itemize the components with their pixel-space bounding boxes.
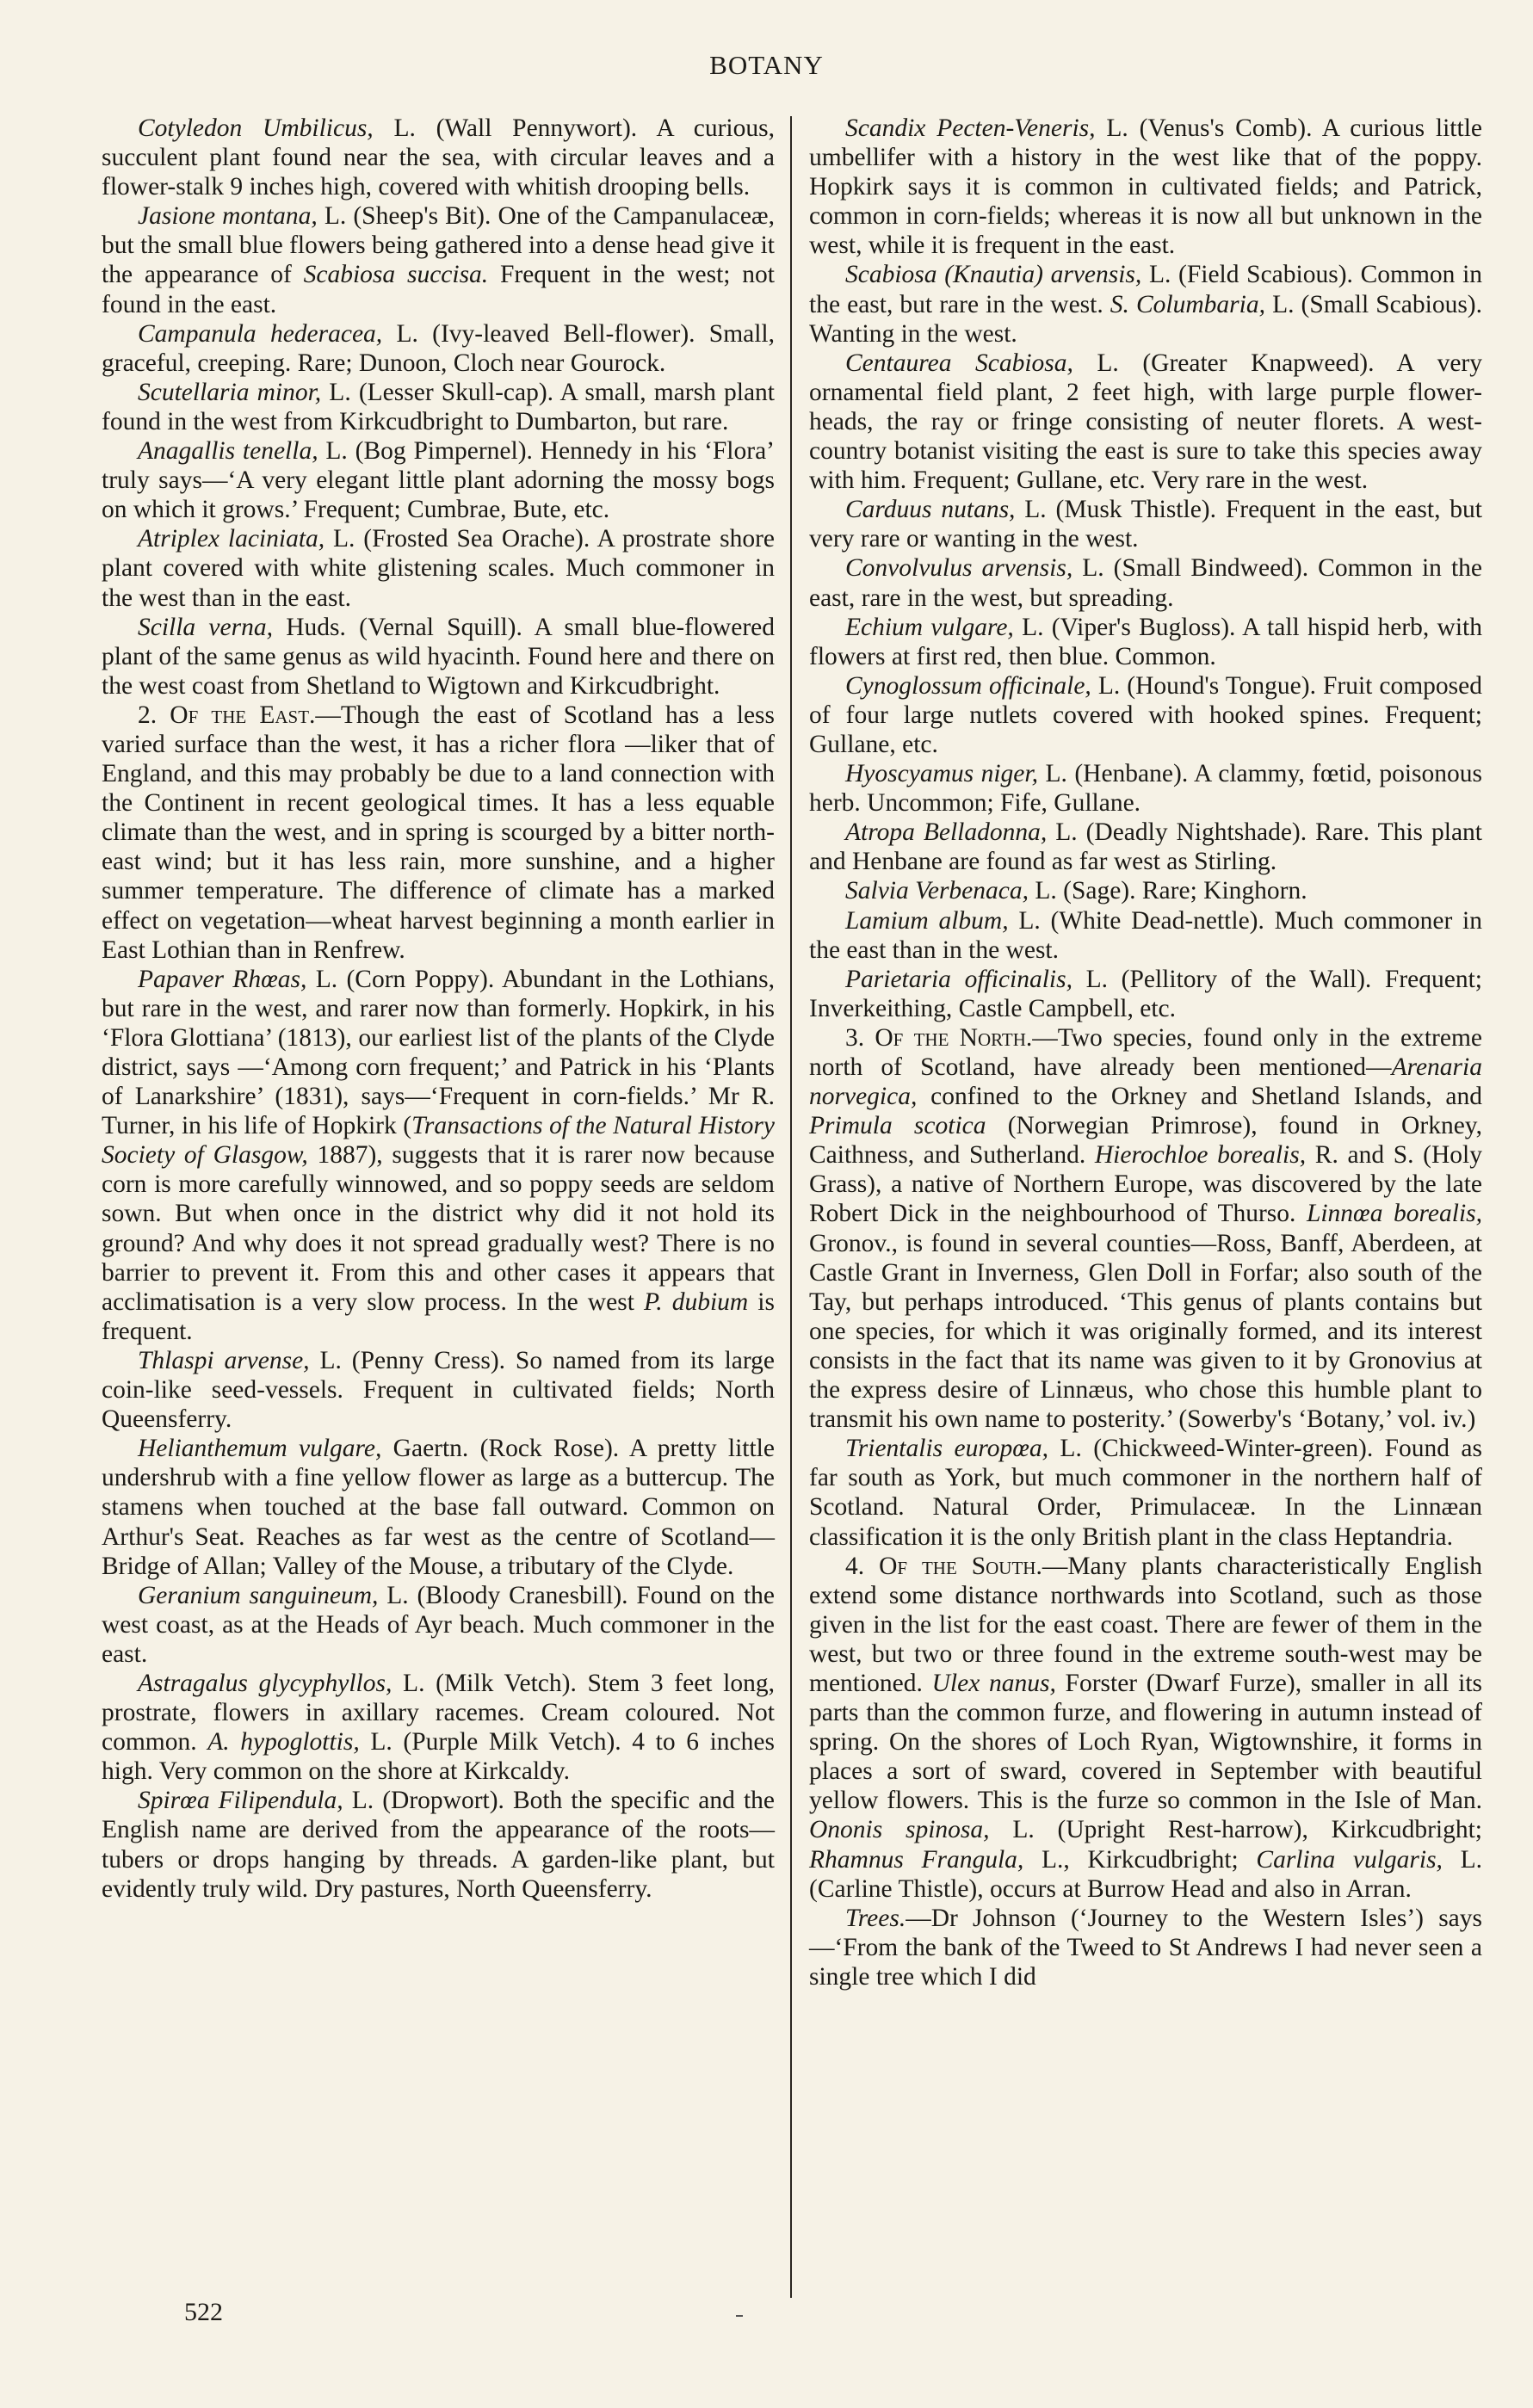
column-divider [790, 116, 792, 2298]
italic-text: Lamium album, [845, 906, 1009, 935]
text-run: —Many plants characteristically English extend some distance northwards into Scotland, such as those given in the list for the east coast. There are fewer of them in the west, but two or three found in the extreme south-west may be mentioned. [809, 1552, 1482, 1697]
paragraph [102, 201, 775, 318]
paragraph [809, 613, 1482, 671]
text-run: 3. [845, 1023, 875, 1052]
section-heading: Of the South. [879, 1552, 1042, 1580]
italic-text: Scandix Pecten-Veneris, [845, 114, 1096, 142]
text-run: Frequent in the west; not found in the east. [102, 261, 775, 318]
text-run: L. (Ivy-leaved Bell-flower). Small, graceful, creeping. Rare; Dunoon, Cloch near Gourock. [102, 319, 776, 377]
text-run: 4. [845, 1552, 880, 1580]
text-run: L. (Wall Pennywort). A curious, succulent plant found near the sea, with circular leaves and a flower-stalk 9 inches high, covered with whitish drooping bells. [102, 114, 775, 201]
text-run: L. (Bog Pimpernel). Hennedy in his ‘Flora’ truly says—‘A very elegant little plant adorning the mossy bogs on which it grows.’ Frequent; Cumbrae, Bute, etc. [102, 437, 775, 524]
text-run: L., Kirkcudbright; [1023, 1845, 1257, 1874]
text-run: L. (Corn Poppy). Abundant in the Lothians, but rare in the west, and rarer now than formerly. Hopkirk, in his ‘Flora Glottiana’ (1813), our earliest list of the plants of the Clyde district, says —‘Among corn frequent;’ and Patrick in his ‘Plants of Lanarkshire’ (1831), says—‘Frequent in corn-fields.’ Mr R. Turner, in his life of Hopkirk ( [102, 965, 775, 1140]
text-run: L. (Frosted Sea Orache). A prostrate shore plant covered with white glistening scales. Much commoner in the west than in the east. [102, 525, 775, 612]
text-run: Forster (Dwarf Furze), smaller in all its parts than the common furze, and flowering in autumn instead of spring. On the shores of Loch Ryan, Wigtownshire, it forms in places a sort of sward, covered in September with beautiful yellow flowers. This is the furze so common in the Isle of Man. [809, 1669, 1483, 1815]
text-run: L. (White Dead-nettle). Much commoner in the east than in the west. [809, 906, 1482, 964]
text-run: L. (Penny Cress). So named from its large coin-like seed-vessels. Frequent in cultivated fields; North Queensferry. [102, 1346, 775, 1434]
italic-text: Hyoscyamus niger, [845, 760, 1038, 788]
text-run: Huds. (Vernal Squill). A small blue-flowered plant of the same genus as wild hyacinth. Found here and there on the west coast from Shetland to Wigtown and Kirkcudbright. [102, 613, 775, 700]
italic-text: Cotyledon Umbilicus, [138, 114, 374, 142]
text-run: L. (Milk Vetch). Stem 3 feet long, prostrate, flowers in axillary racemes. Cream coloured. Not common. [102, 1669, 776, 1757]
italic-text: Carlina vulgaris, [1256, 1845, 1443, 1874]
italic-text: A. hypoglottis, [207, 1728, 360, 1757]
paragraph [102, 378, 775, 436]
italic-text: Scilla verna, [138, 613, 273, 641]
paragraph [809, 1434, 1482, 1551]
paragraph [102, 436, 775, 524]
text-run: L. (Hound's Tongue). Fruit composed of four large nutlets covered with hooked spines. Frequent; Gullane, etc. [809, 671, 1482, 758]
text-run: is frequent. [102, 1287, 775, 1345]
text-run: L. (Purple Milk Vetch). 4 to 6 inches high. Very common on the shore at Kirkcaldy. [102, 1728, 775, 1786]
italic-text: Scabiosa (Knautia) arvensis, [845, 261, 1142, 289]
text-run: L. (Pellitory of the Wall). Frequent; Inverkeithing, Castle Campbell, etc. [809, 965, 1482, 1022]
text-run: Gaertn. (Rock Rose). A pretty little undershrub with a fine yellow flower as large as a buttercup. The stamens when touched at the base fall outward. Common on Arthur's Seat. Reaches as far west as the centre of Scotland—Bridge of Allan; Valley of the Mouse, a tributary of the Clyde. [102, 1435, 775, 1580]
italic-text: Convolvulus arvensis, [845, 554, 1073, 583]
italic-text: Thlaspi arvense, [138, 1346, 310, 1374]
left-column [102, 114, 775, 1904]
text-run: R. and S. (Holy Grass), a native of Northern Europe, was discovered by the late Robert Dick in the neighbourhood of Thurso. [809, 1141, 1482, 1228]
text-run: L. (Venus's Comb). A curious little umbellifer with a history in the west like that of the poppy. Hopkirk says it is common in cultivated fields; and Patrick, common in corn-fields; whereas it is now all but unknown in the west, while it is frequent in the east. [809, 114, 1482, 260]
paragraph [809, 260, 1482, 348]
text-run: L. (Chickweed-Winter-green). Found as far south as York, but much commoner in the northern half of Scotland. Natural Order, Primulaceæ. In the Linnæan classification it is the only British plant in the class Heptandria. [809, 1435, 1482, 1551]
paragraph [102, 965, 775, 1346]
paragraph [102, 114, 775, 201]
italic-text: Spirœa Filipendula, [138, 1787, 343, 1815]
text-run: L. (Henbane). A clammy, fœtid, poisonous herb. Uncommon; Fife, Gullane. [809, 760, 1482, 818]
italic-text: Ononis spinosa, [809, 1816, 990, 1844]
paragraph [809, 876, 1482, 905]
text-run: —Though the east of Scotland has a less varied surface than the west, it has a richer flora —liker that of England, and this may probably be due to a land connection with the Continent in recent geological times. It has a less equable climate than the west, and in spring is scourged by a bitter north-east wind; but it has less rain, more sunshine, and a higher summer temperature. The difference of climate has a marked effect on vegetation—wheat harvest beginning a month earlier in East Lothian than in Renfrew. [102, 701, 775, 964]
paragraph [102, 1786, 775, 1903]
italic-text: Papaver Rhœas, [138, 965, 307, 993]
italic-text: Campanula hederacea, [138, 319, 383, 348]
text-run: L. (Bloody Cranesbill). Found on the west coast, as at the Heads of Ayr beach. Much commoner in the east. [102, 1581, 776, 1668]
text-run: L. (Deadly Nightshade). Rare. This plant and Henbane are found as far west as Stirling. [809, 818, 1482, 876]
paragraph [809, 114, 1482, 260]
text-run: —Dr Johnson (‘Journey to the Western Isles’) says—‘From the bank of the Tweed to St Andrews I had never seen a single tree which I did [809, 1904, 1482, 1991]
page-title: BOTANY [709, 50, 824, 80]
text-run: L. (Sage). Rare; Kinghorn. [1029, 877, 1307, 905]
italic-text: S. Columbaria, [1110, 290, 1265, 318]
section-heading: Of the East. [170, 701, 316, 729]
italic-text: Scabiosa succisa. [303, 261, 489, 289]
italic-text: Geranium sanguineum, [138, 1581, 379, 1609]
italic-text: Rhamnus Frangula, [809, 1845, 1024, 1874]
paragraph [809, 965, 1482, 1023]
italic-text: Transactions of the Natural History Society of Glasgow, [102, 1112, 775, 1170]
text-run: L. (Upright Rest-harrow), Kirkcudbright; [989, 1816, 1482, 1844]
text-run: 2. [138, 701, 170, 729]
text-run: L. (Small Bindweed). Common in the east, rare in the west, but spreading. [809, 554, 1482, 612]
paragraph [102, 613, 775, 701]
text-run: L. (Sheep's Bit). One of the Campanulaceæ, but the small blue flowers being gathered into a dense head give it the appearance of [102, 202, 775, 289]
italic-text: Salvia Verbenaca, [845, 877, 1029, 905]
paragraph [102, 1669, 775, 1786]
paragraph [102, 524, 775, 612]
text-run: (Norwegian Primrose), found in Orkney, Caithness, and Sutherland. [809, 1112, 1482, 1170]
italic-text: Atropa Belladonna, [845, 818, 1048, 847]
section-heading: Of the North. [875, 1023, 1033, 1052]
paragraph [102, 319, 775, 378]
text-run: Gronov., is found in several counties—Ross, Banff, Aberdeen, at Castle Grant in Inverness, Glen Doll in Forfar; also south of the Tay, but perhaps introduced. ‘This genus of plants contains but one species, for which it was originally formed, and its interest consists in the fact that its name was given to it by Gronovius at the express desire of Linnæus, who chose this humble plant to transmit his own name to posterity.’ (Sowerby's ‘Botany,’ vol. iv.) [809, 1229, 1482, 1434]
paragraph [809, 553, 1482, 612]
paragraph [809, 906, 1482, 965]
text-run: L. (Field Scabious). Common in the east, but rare in the west. [809, 261, 1483, 318]
paragraph [809, 818, 1482, 876]
paragraph [809, 1552, 1482, 1904]
italic-text: Jasione montana, [138, 202, 318, 231]
text-run: L. (Dropwort). Both the specific and the English name are derived from the appearance of the roots—tubers or drops hanging by threads. A garden-like plant, but evidently truly wild. Dry pastures, North Queensferry. [102, 1787, 776, 1903]
italic-text: Linnœa borealis, [1306, 1200, 1482, 1228]
text-run: L. (Viper's Bugloss). A tall hispid herb, with flowers at first red, then blue. Common. [809, 613, 1482, 670]
text-run: L. (Small Scabious). Wanting in the west. [809, 290, 1482, 348]
italic-text: Echium vulgare, [845, 613, 1014, 641]
paragraph [809, 1904, 1482, 1991]
italic-text: Carduus nutans, [845, 496, 1016, 524]
paragraph [809, 1023, 1482, 1434]
text-run: L. (Carline Thistle), occurs at Burrow Head and also in Arran. [809, 1845, 1482, 1903]
italic-text: Trientalis europœa, [845, 1435, 1049, 1463]
italic-text: Astragalus glycyphyllos, [138, 1669, 393, 1697]
paragraph [809, 759, 1482, 818]
italic-text: Anagallis tenella, [138, 437, 318, 466]
italic-text: Primula scotica [809, 1112, 986, 1140]
paragraph [809, 495, 1482, 553]
italic-text: P. dubium [644, 1287, 749, 1316]
footer-dash [736, 2315, 743, 2317]
paragraph [102, 1346, 775, 1434]
paragraph [102, 701, 775, 965]
text-run: 1887), suggests that it is rarer now because corn is more carefully winnowed, and so poppy seeds are seldom sown. But when once in the district why did it not hold its ground? And why does it not spread gradually west? There is no barrier to prevent it. From this and other cases it appears that acclimatisation is a very slow process. In the west [102, 1141, 775, 1316]
italic-text: Parietaria officinalis, [845, 965, 1072, 993]
text-run: L. (Greater Knapweed). A very ornamental field plant, 2 feet high, with large purple flower-heads, the ray or fringe consisting of neuter florets. A west-country botanist visiting the east is sure to take this species away with him. Frequent; Gullane, etc. Very rare in the west. [809, 349, 1482, 495]
italic-text: Scutellaria minor, [138, 378, 322, 406]
paragraph [809, 671, 1482, 759]
italic-text: Trees. [845, 1904, 906, 1932]
text-run: confined to the Orkney and Shetland Islands, and [917, 1083, 1482, 1111]
italic-text: Centaurea Scabiosa, [845, 349, 1073, 377]
paragraph [102, 1581, 775, 1669]
italic-text: Helianthemum vulgare, [138, 1435, 382, 1463]
text-run: —Two species, found only in the extreme north of Scotland, have already been mentioned— [809, 1023, 1483, 1081]
italic-text: Ulex nanus, [931, 1669, 1056, 1697]
text-run: L. (Lesser Skull-cap). A small, marsh plant found in the west from Kirkcudbright to Dumbarton, but rare. [102, 378, 775, 435]
text-run: L. (Musk Thistle). Frequent in the east, but very rare or wanting in the west. [809, 496, 1482, 553]
paragraph [809, 349, 1482, 495]
italic-text: Cynoglossum officinale, [845, 671, 1091, 700]
italic-text: Atriplex laciniata, [138, 525, 325, 553]
right-column [809, 114, 1482, 1991]
italic-text: Arenaria norvegica, [809, 1053, 1482, 1111]
page-number: 522 [184, 2298, 223, 2326]
italic-text: Hierochloe borealis, [1094, 1141, 1307, 1170]
paragraph [102, 1434, 775, 1580]
